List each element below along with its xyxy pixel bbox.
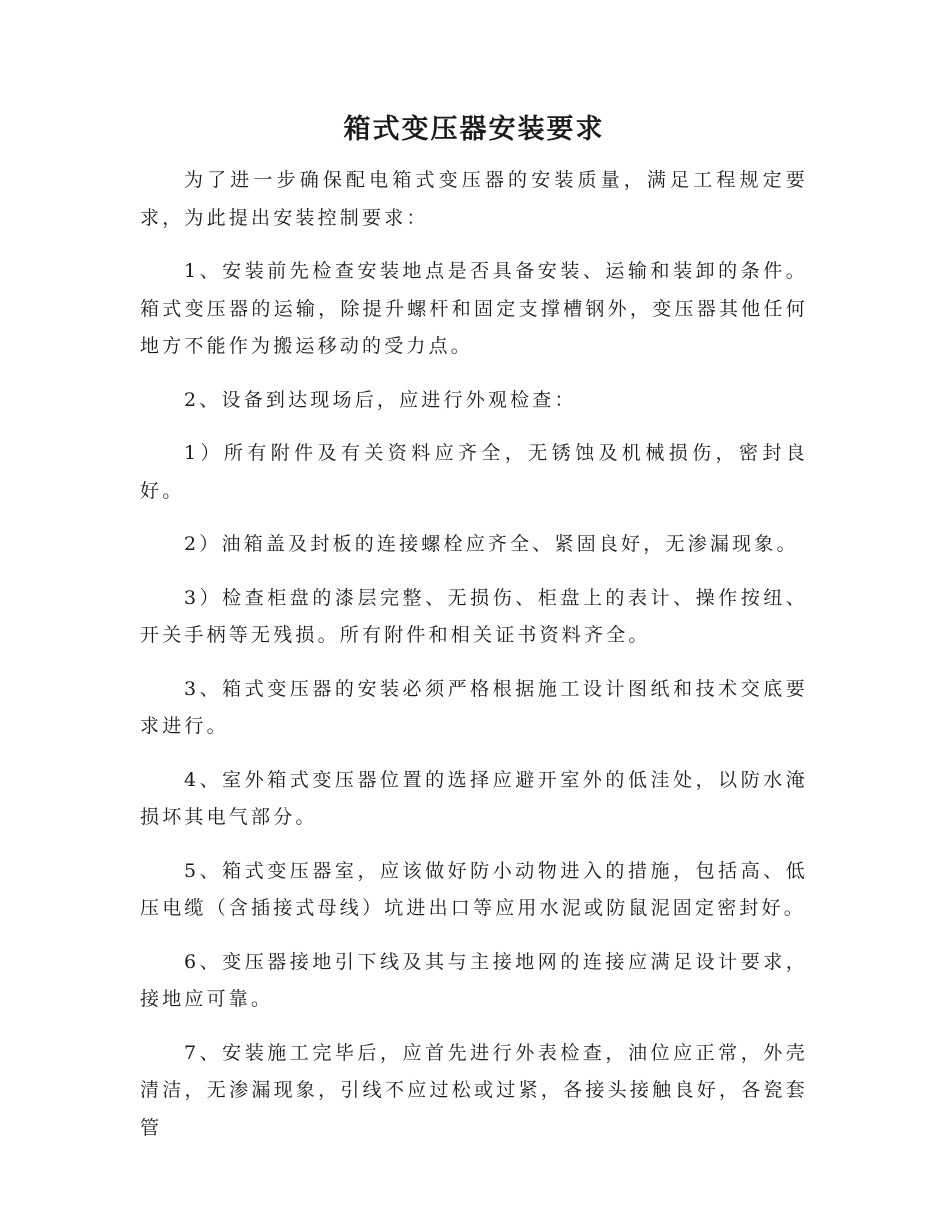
paragraph-subitem-1: 1）所有附件及有关资料应齐全，无锈蚀及机械损伤，密封良好。 (140, 442, 808, 502)
paragraph-subitem-3: 3）检查柜盘的漆层完整、无损伤、柜盘上的表计、操作按纽、开关手柄等无残损。所有附件和相关证书资料齐全。 (140, 586, 808, 646)
intro-paragraph: 为了进一步确保配电箱式变压器的安装质量，满足工程规定要求，为此提出安装控制要求： (140, 169, 808, 229)
paragraph-item-2: 2、设备到达现场后，应进行外观检查： (184, 388, 577, 411)
paragraph-item-5: 5、箱式变压器室，应该做好防小动物进入的措施，包括高、低压电缆（含插接式母线）坑进出口等应用水泥或防鼠泥固定密封好。 (140, 859, 808, 919)
paragraph-item-3: 3、箱式变压器的安装必须严格根据施工设计图纸和技术交底要求进行。 (140, 677, 808, 737)
paragraph-item-1: 1、安装前先检查安装地点是否具备安装、运输和装卸的条件。箱式变压器的运输，除提升螺杆和固定支撑槽钢外，变压器其他任何地方不能作为搬运移动的受力点。 (140, 260, 808, 357)
paragraph-item-4: 4、室外箱式变压器位置的选择应避开室外的低洼处，以防水淹损坏其电气部分。 (140, 768, 808, 828)
paragraph-item-6: 6、变压器接地引下线及其与主接地网的连接应满足设计要求，接地应可靠。 (140, 950, 808, 1010)
paragraph-subitem-2: 2）油箱盖及封板的连接螺栓应齐全、紧固良好，无渗漏现象。 (184, 533, 799, 555)
paragraph-item-7: 7、安装施工完毕后，应首先进行外表检查，油位应正常，外壳清洁，无渗漏现象，引线不应过松或过紧，各接头接触良好，各瓷套管 (140, 1041, 808, 1139)
document-page (140, 108, 808, 1163)
document-title: 箱式变压器安装要求 (343, 114, 605, 145)
